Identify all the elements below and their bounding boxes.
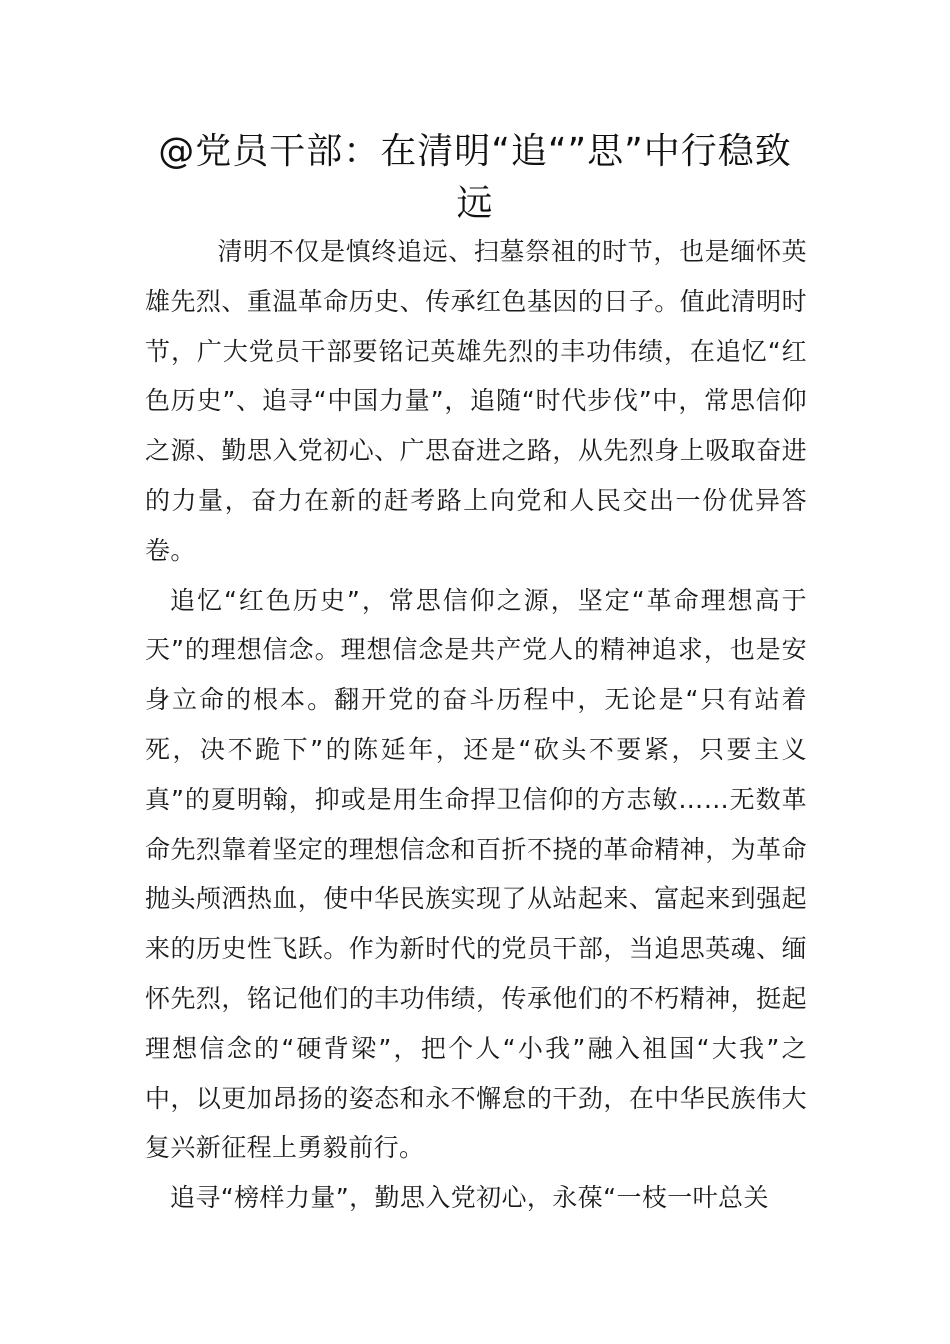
document-body — [145, 227, 807, 1223]
paragraph-intro: 清明不仅是慎终追远、扫墓祭祖的时节，也是缅怀英雄先烈、重温革命历史、传承红色基因的日子。值此清明时节，广大党员干部要铭记英雄先烈的丰功伟绩，在追忆“红色历史”、追寻“中国力量”，追随“时代步伐”中，常思信仰之源、勤思入党初心、广思奋进之路，从先烈身上吸取奋进的力量，奋力在新的赶考路上向党和人民交出一份优异答卷。 — [145, 237, 807, 565]
document-title: @党员干部：在清明“追“”思”中行稳致远 — [158, 131, 792, 224]
paragraph-role-models: 追寻“榜样力量”，勤思入党初心，永葆“一枝一叶总关 — [170, 1183, 769, 1213]
paragraph-red-history: 追忆“红色历史”，常思信仰之源，坚定“革命理想高于天”的理想信念。理想信念是共产党人的精神追求，也是安身立命的根本。翻开党的奋斗历程中，无论是“只有站着死，决不跪下”的陈延年，还是“砍头不要紧，只要主义真”的夏明翰，抑或是用生命捍卫信仰的方志敏……无数革命先烈靠着坚定的理想信念和百折不挠的革命精神，为革命抛头颅洒热血，使中华民族实现了从站起来、富起来到强起来的历史性飞跃。作为新时代的党员干部，当追思英魂、缅怀先烈，铭记他们的丰功伟绩，传承他们的不朽精神，挺起理想信念的“硬背梁”，把个人“小我”融入祖国“大我”之中，以更加昂扬的姿态和永不懈怠的干劲，在中华民族伟大复兴新征程上勇毅前行。 — [145, 585, 807, 1163]
